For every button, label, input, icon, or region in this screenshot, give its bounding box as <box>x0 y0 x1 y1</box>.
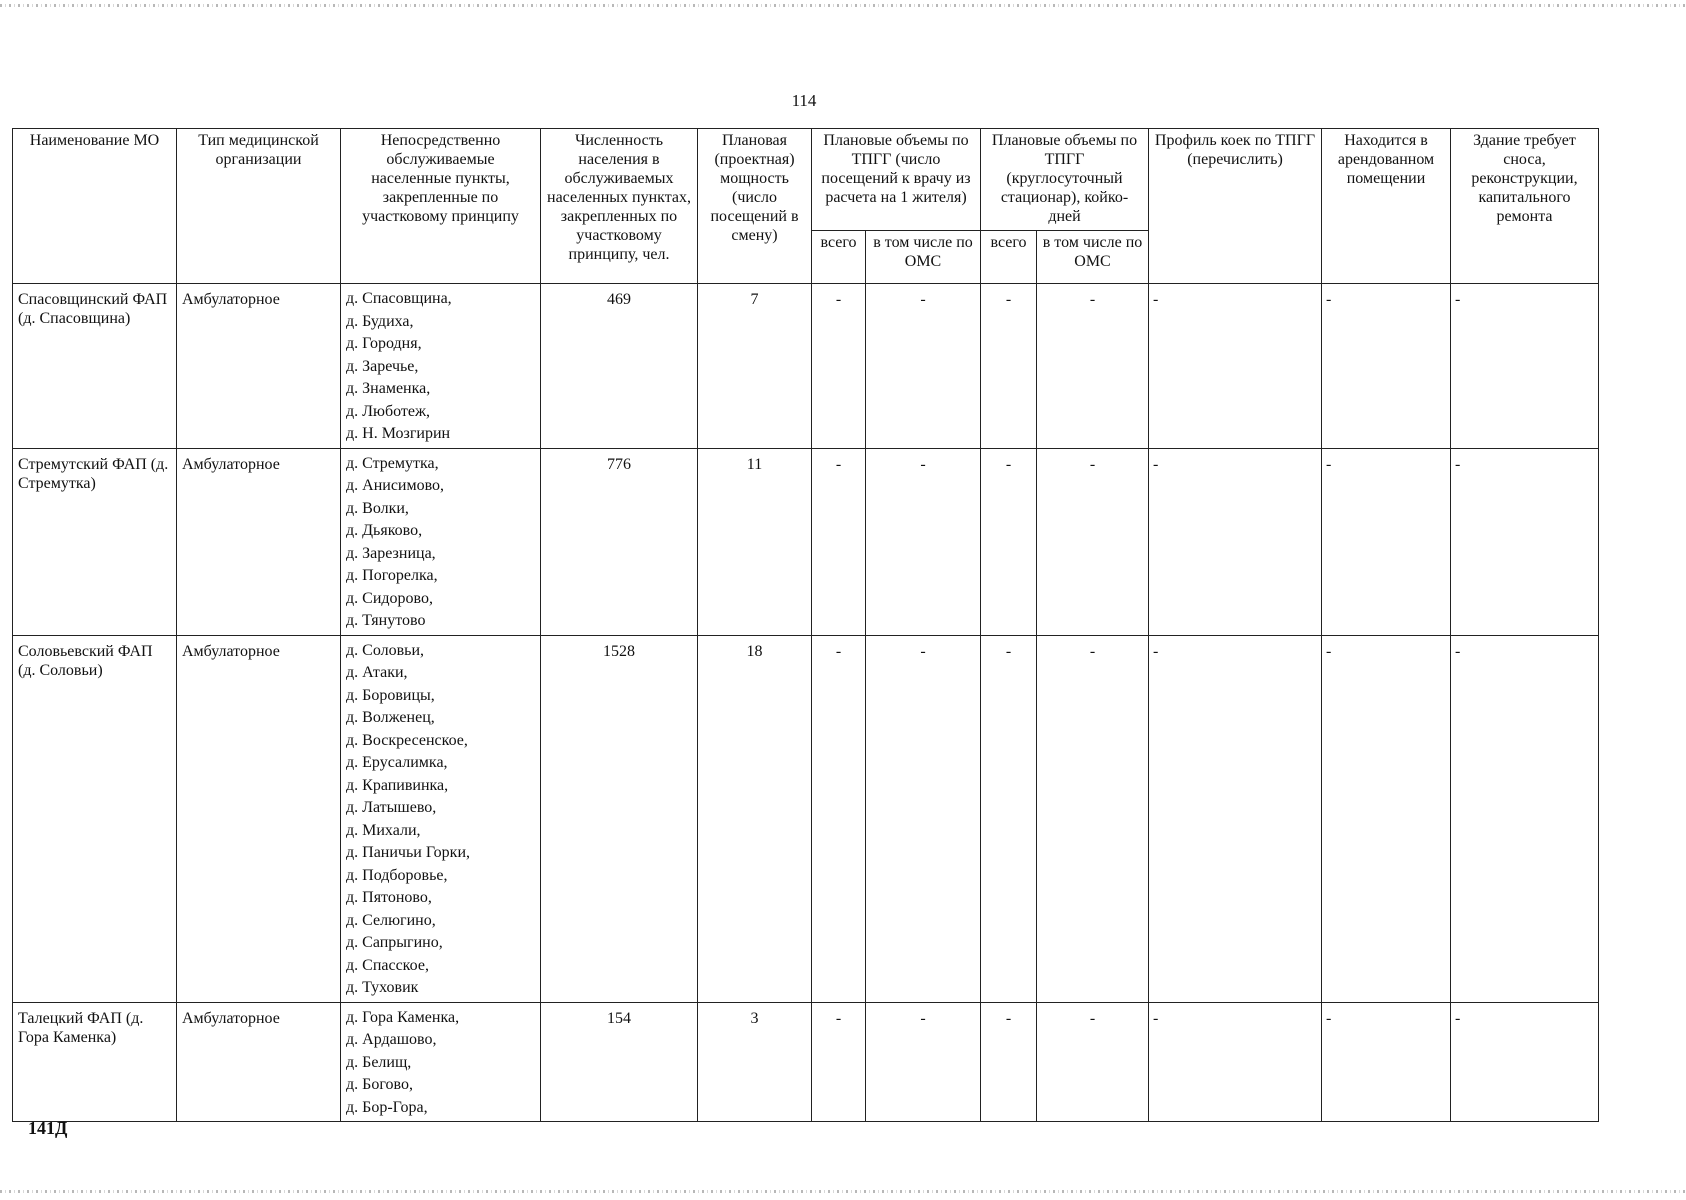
settlement-item: д. Люботеж, <box>346 402 431 420</box>
cell-rented: - <box>1322 635 1451 1002</box>
cell-hosp-total: - <box>981 635 1037 1002</box>
cell-capacity: 18 <box>698 635 812 1002</box>
cell-facility-name: Соловьевский ФАП (д. Соловьи) <box>13 635 177 1002</box>
header-demolition: Здание требует сноса, реконструкции, капитального ремонта <box>1451 129 1599 284</box>
cell-hosp-total: - <box>981 284 1037 449</box>
page-number: 114 <box>791 91 817 110</box>
table-row <box>13 635 1599 1002</box>
settlement-item: д. Бор-Гора, <box>346 1098 428 1116</box>
cell-facility-type: Амбулаторное <box>177 1002 341 1122</box>
cell-rented: - <box>1322 1002 1451 1122</box>
settlement-item: д. Ардашово, <box>346 1031 437 1048</box>
scan-edge-top <box>0 4 1686 7</box>
cell-population: 776 <box>541 448 698 635</box>
cell-demolition: - <box>1451 448 1599 635</box>
cell-hosp-oms: - <box>1037 1002 1149 1122</box>
settlement-item: д. Знаменка, <box>346 380 431 397</box>
settlement-item: д. Н. Мозгирин <box>346 425 451 442</box>
cell-facility-type: Амбулаторное <box>177 284 341 449</box>
cell-beds-profile: - <box>1149 448 1322 635</box>
settlement-item: д. Стремутка, <box>346 454 439 472</box>
cell-hosp-oms: - <box>1037 448 1149 635</box>
header-type: Тип медицинской организации <box>177 129 341 284</box>
cell-facility-type: Амбулаторное <box>177 448 341 635</box>
cell-visits-oms: - <box>866 1002 981 1122</box>
table-row <box>13 1002 1599 1122</box>
cell-facility-name: Стремутский ФАП (д. Стремутка) <box>13 448 177 635</box>
header-settlements: Непосредственно обслуживаемые населенные пункты, закрепленные по участковому принципу <box>341 129 541 284</box>
cell-rented: - <box>1322 284 1451 449</box>
settlement-item: д. Волженец, <box>346 709 435 726</box>
cell-hosp-oms: - <box>1037 284 1149 449</box>
cell-capacity: 11 <box>698 448 812 635</box>
cell-settlements <box>341 1002 541 1122</box>
cell-settlements <box>341 635 541 1002</box>
header-visits-oms: в том числе по ОМС <box>866 231 981 284</box>
settlement-item: д. Заречье, <box>346 357 419 375</box>
table-row <box>13 284 1599 449</box>
cell-visits-total: - <box>812 1002 866 1122</box>
settlement-item: д. Волки, <box>346 499 409 517</box>
settlement-item: д. Белищ, <box>346 1053 412 1071</box>
settlement-item: д. Богово, <box>346 1076 413 1093</box>
cell-population: 154 <box>541 1002 698 1122</box>
settlement-item: д. Соловьи, <box>346 641 424 659</box>
settlement-item: д. Сидорово, <box>346 589 433 607</box>
footer-code: 141Д <box>28 1118 68 1138</box>
cell-capacity: 3 <box>698 1002 812 1122</box>
settlement-item: д. Анисимово, <box>346 477 445 494</box>
settlement-item: д. Погорелка, <box>346 567 438 584</box>
header-population: Численность населения в обслуживаемых населенных пунктах, закрепленных по участковому принципу, чел. <box>541 129 698 284</box>
cell-hosp-total: - <box>981 1002 1037 1122</box>
header-visits-group: Плановые объемы по ТПГГ (число посещений к врачу из расчета на 1 жителя) <box>812 129 981 231</box>
cell-demolition: - <box>1451 284 1599 449</box>
cell-population: 1528 <box>541 635 698 1002</box>
settlement-item: д. Туховик <box>346 979 419 996</box>
settlement-item: д. Крапивинка, <box>346 776 449 794</box>
header-visits-total: всего <box>812 231 866 284</box>
settlement-item: д. Михали, <box>346 821 421 839</box>
header-beds-profile: Профиль коек по ТПГГ (перечислить) <box>1149 129 1322 284</box>
settlement-item: д. Тянутово <box>346 612 426 629</box>
cell-beds-profile: - <box>1149 635 1322 1002</box>
settlement-item: д. Паничьи Горки, <box>346 844 471 861</box>
settlement-item: д. Воскресенское, <box>346 731 468 749</box>
cell-beds-profile: - <box>1149 1002 1322 1122</box>
settlement-item: д. Дьяково, <box>346 522 423 539</box>
cell-settlements <box>341 448 541 635</box>
settlement-item: д. Подборовье, <box>346 866 448 884</box>
header-hosp-total: всего <box>981 231 1037 284</box>
cell-visits-total: - <box>812 448 866 635</box>
cell-facility-type: Амбулаторное <box>177 635 341 1002</box>
settlement-item: д. Атаки, <box>346 664 408 681</box>
header-hospital-group: Плановые объемы по ТПГГ (круглосуточный стационар), койко-дней <box>981 129 1149 231</box>
settlement-item: д. Латышево, <box>346 799 437 816</box>
cell-demolition: - <box>1451 1002 1599 1122</box>
settlement-item: д. Городня, <box>346 335 422 352</box>
settlement-item: д. Ерусалимка, <box>346 754 448 771</box>
settlement-item: д. Сапрыгино, <box>346 934 443 951</box>
cell-rented: - <box>1322 448 1451 635</box>
cell-hosp-total: - <box>981 448 1037 635</box>
cell-visits-total: - <box>812 635 866 1002</box>
cell-visits-oms: - <box>866 284 981 449</box>
settlement-item: д. Гора Каменка, <box>346 1008 460 1026</box>
cell-population: 469 <box>541 284 698 449</box>
cell-facility-name: Талецкий ФАП (д. Гора Каменка) <box>13 1002 177 1122</box>
settlement-item: д. Селюгино, <box>346 911 436 929</box>
table-row <box>13 448 1599 635</box>
cell-visits-oms: - <box>866 635 981 1002</box>
cell-facility-name: Спасовщинский ФАП (д. Спасовщина) <box>13 284 177 449</box>
cell-settlements <box>341 284 541 449</box>
table-body <box>13 284 1599 1122</box>
cell-visits-total: - <box>812 284 866 449</box>
settlement-item: д. Пятоново, <box>346 889 432 906</box>
settlement-item: д. Зарезница, <box>346 544 436 562</box>
header-rented: Находится в арендованном помещении <box>1322 129 1451 284</box>
settlement-item: д. Будиха, <box>346 312 414 330</box>
header-capacity: Плановая (проектная) мощность (число посещений в смену) <box>698 129 812 284</box>
settlement-item: д. Боровицы, <box>346 686 435 704</box>
cell-visits-oms: - <box>866 448 981 635</box>
settlement-item: д. Спасское, <box>346 956 429 974</box>
scan-edge-bottom <box>0 1190 1686 1193</box>
cell-demolition: - <box>1451 635 1599 1002</box>
facilities-table <box>12 128 1599 1122</box>
header-name: Наименование МО <box>13 129 177 284</box>
header-hosp-oms: в том числе по ОМС <box>1037 231 1149 284</box>
cell-hosp-oms: - <box>1037 635 1149 1002</box>
cell-capacity: 7 <box>698 284 812 449</box>
cell-beds-profile: - <box>1149 284 1322 449</box>
settlement-item: д. Спасовщина, <box>346 290 452 307</box>
